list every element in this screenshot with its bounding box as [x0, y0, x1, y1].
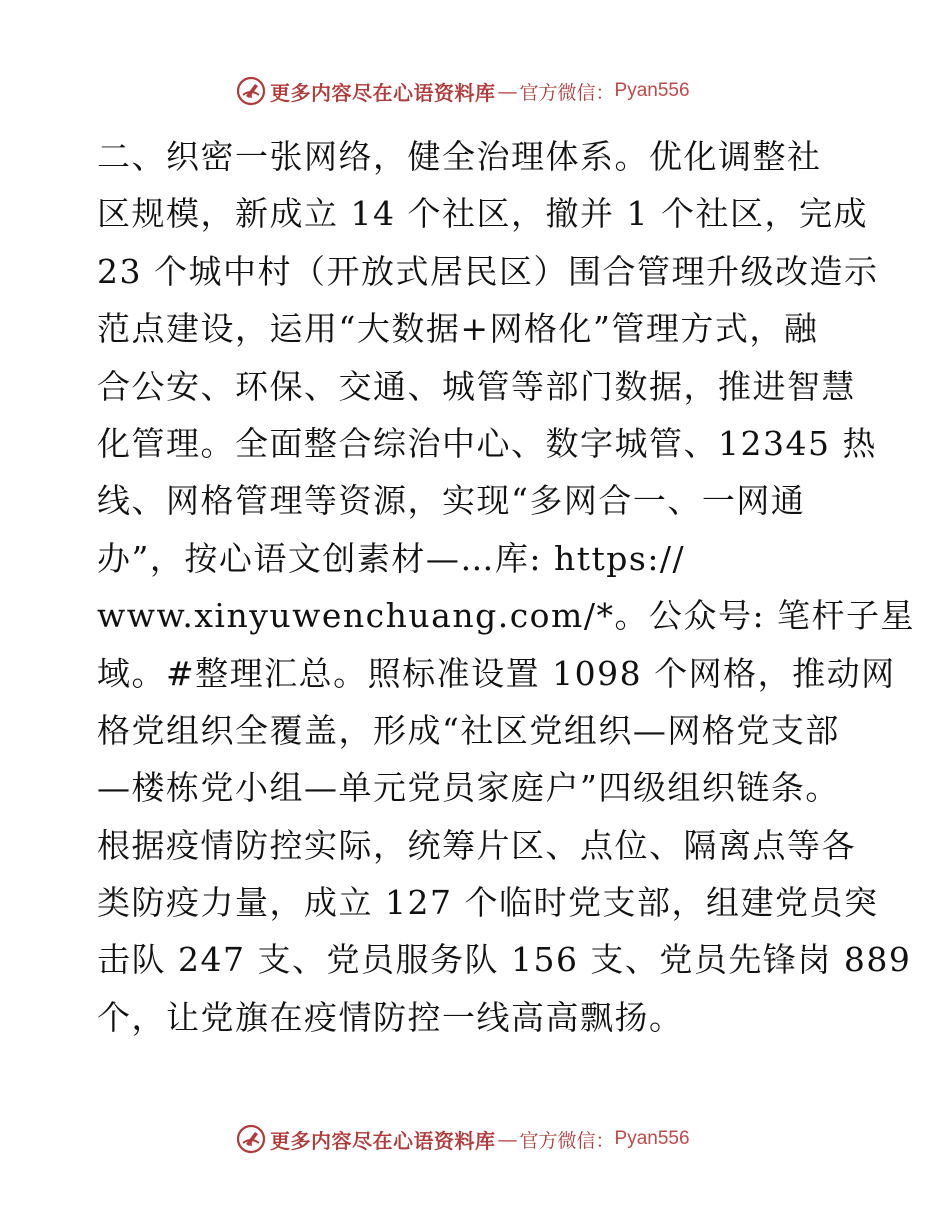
banner-separator: — — [497, 1127, 518, 1151]
text-line: —楼栋党小组—单元党员家庭户”四级组织链条。 — [97, 768, 840, 808]
text-line: 格党组织全覆盖，形成“社区党组织—网格党支部 — [97, 710, 840, 750]
text-line: 域。#整理汇总。照标准设置 1098 个网格，推动网 — [97, 653, 896, 693]
text-line: www.xinyuwenchuang.com/*。公众号: 笔杆子星 — [97, 596, 916, 636]
text-line: 个，让党旗在疫情防控一线高高飘扬。 — [97, 997, 684, 1037]
text-line: 范点建设，运用“大数据+网格化”管理方式，融 — [97, 309, 819, 349]
header-banner[interactable] — [236, 74, 690, 108]
text-line: 线、网格管理等资源，实现“多网合一、一网通 — [97, 481, 806, 521]
text-line: 类防疫力量，成立 127 个临时党支部，组建党员突 — [97, 883, 879, 923]
text-line: 根据疫情防控实际，统筹片区、点位、隔离点等各 — [97, 825, 856, 865]
text-line: 办”，按心语文创素材—…库: https:// — [97, 538, 686, 578]
footer-banner[interactable] — [236, 1122, 690, 1156]
banner-wechat-id: Pyan556 — [614, 80, 690, 101]
book-pen-logo-icon — [236, 76, 266, 106]
text-line: 击队 247 支、党员服务队 156 支、党员先锋岗 889 — [97, 940, 912, 980]
text-line: 23 个城中村（开放式居民区）围合管理升级改造示 — [97, 251, 879, 291]
text-line: 二、织密一张网络，健全治理体系。优化调整社 — [97, 137, 822, 176]
banner-site-text: 更多内容尽在心语资料库 — [270, 1128, 496, 1153]
banner-wechat-label: 官方微信： — [519, 1129, 615, 1152]
banner-wechat-id: Pyan556 — [614, 1128, 690, 1149]
text-line: 合公安、环保、交通、城管等部门数据，推进智慧 — [97, 366, 856, 406]
body-paragraph — [97, 128, 916, 1046]
banner-site-text: 更多内容尽在心语资料库 — [270, 80, 496, 105]
banner-separator: — — [497, 79, 518, 103]
banner-wechat-label: 官方微信： — [519, 81, 615, 104]
text-line: 区规模，新成立 14 个社区，撤并 1 个社区，完成 — [97, 194, 868, 234]
book-pen-logo-icon — [236, 1124, 266, 1154]
text-line: 化管理。全面整合综治中心、数字城管、12345 热 — [97, 423, 877, 463]
